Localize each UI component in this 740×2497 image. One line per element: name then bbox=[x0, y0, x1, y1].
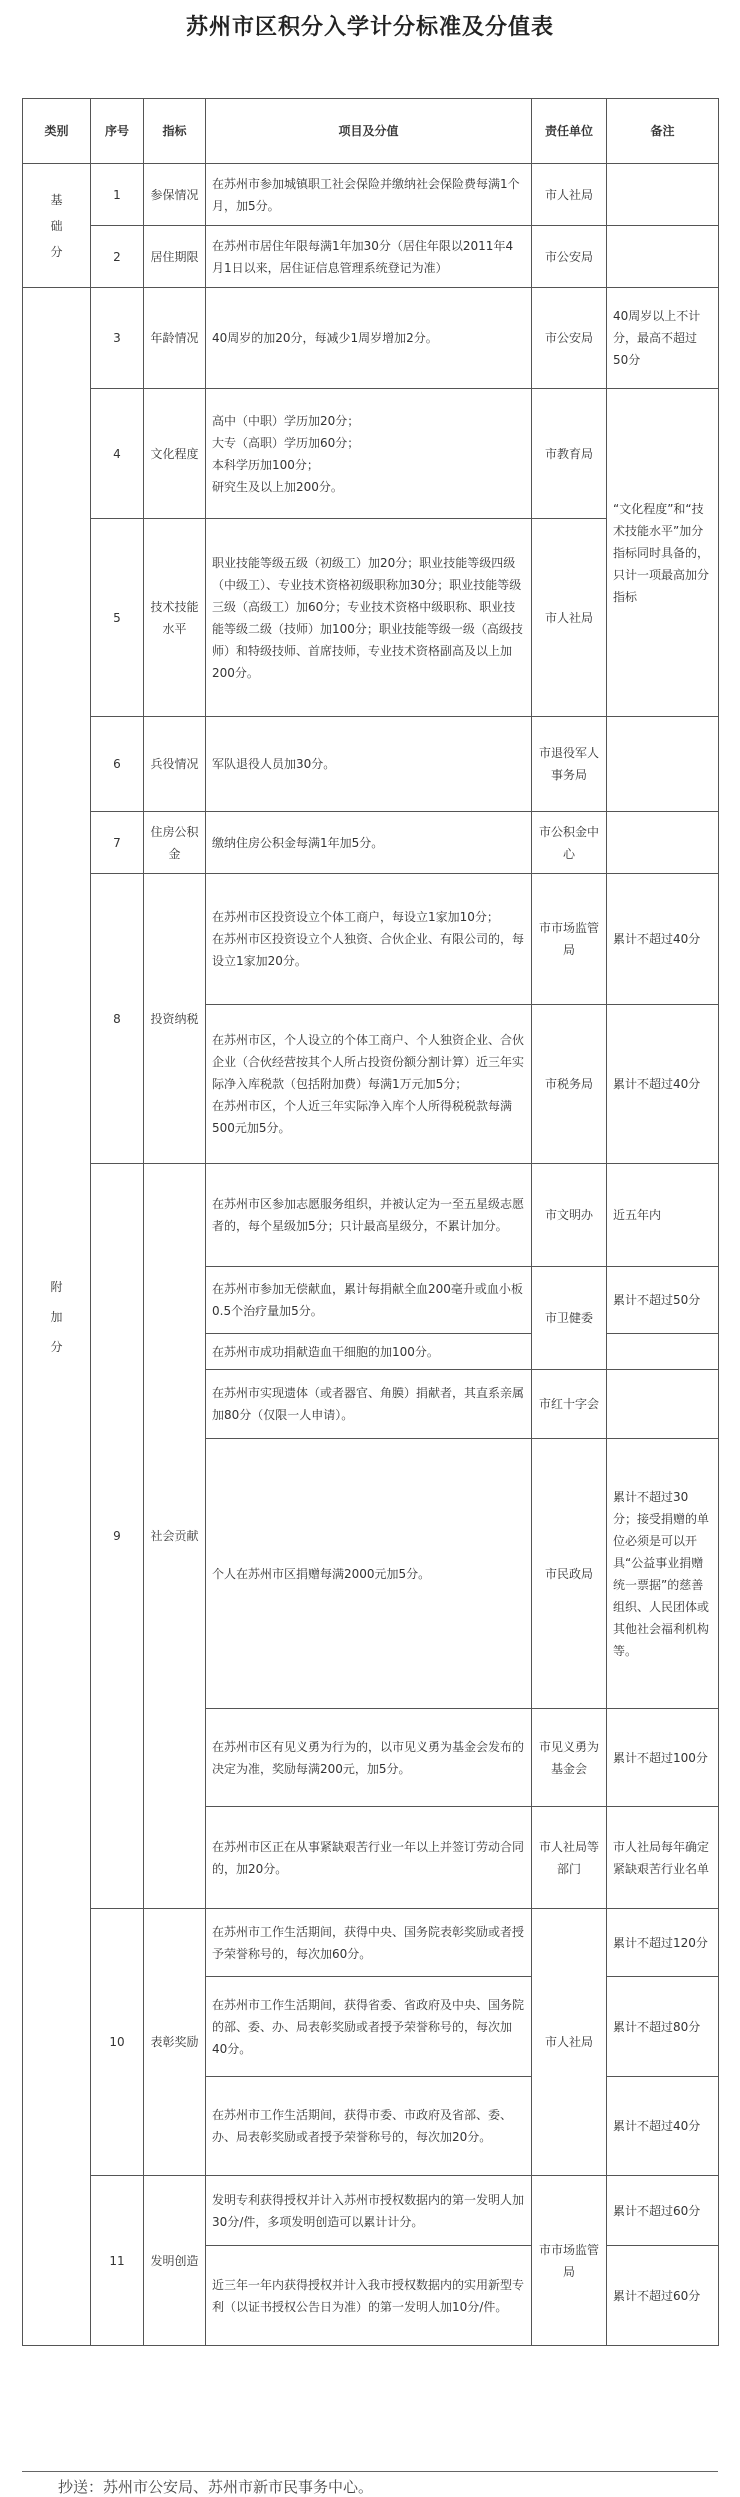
dept-cell: 市卫健委 bbox=[532, 1267, 607, 1370]
category-basic: 基础分 bbox=[23, 164, 91, 288]
table-row bbox=[23, 1909, 719, 1977]
indicator-cell: 投资纳税 bbox=[144, 874, 206, 1164]
items-cell: 职业技能等级五级（初级工）加20分；职业技能等级四级（中级工）、专业技术资格初级职称加30分；职业技能等级三级（高级工）加60分；专业技术资格中级职称、职业技能等级二级（技师）加100分；职业技能等级一级（高级技师）和特级技师、首席技师，专业技术资格副高及以上加200分。 bbox=[206, 519, 532, 717]
footer-divider bbox=[22, 2471, 718, 2472]
header-note: 备注 bbox=[607, 99, 719, 164]
seq-cell: 7 bbox=[91, 812, 144, 874]
item-line: 在苏州市区，个人近三年实际净入库个人所得税税款每满500元加5分。 bbox=[212, 1099, 513, 1135]
dept-cell: 市教育局 bbox=[532, 389, 607, 519]
category-extra: 附加分 bbox=[23, 288, 91, 2346]
indicator-cell: 年龄情况 bbox=[144, 288, 206, 389]
seq-cell: 5 bbox=[91, 519, 144, 717]
items-cell bbox=[206, 389, 532, 519]
note-cell: 累计不超过100分 bbox=[607, 1709, 719, 1807]
dept-cell: 市红十字会 bbox=[532, 1370, 607, 1439]
dept-cell: 市退役军人事务局 bbox=[532, 717, 607, 812]
note-cell: 累计不超过50分 bbox=[607, 1267, 719, 1334]
seq-cell: 9 bbox=[91, 1164, 144, 1909]
table-row bbox=[23, 389, 719, 519]
dept-cell: 市公安局 bbox=[532, 288, 607, 389]
table-row bbox=[23, 164, 719, 226]
note-cell bbox=[607, 164, 719, 226]
items-cell: 在苏州市区有见义勇为行为的，以市见义勇为基金会发布的决定为准，奖励每满200元，加5分。 bbox=[206, 1709, 532, 1807]
dept-cell: 市市场监管局 bbox=[532, 2176, 607, 2346]
cc-footer: 抄送：苏州市公安局、苏州市新市民事务中心。 bbox=[58, 2478, 374, 2496]
indicator-cell: 居住期限 bbox=[144, 226, 206, 288]
seq-cell: 2 bbox=[91, 226, 144, 288]
seq-cell: 3 bbox=[91, 288, 144, 389]
dept-cell: 市文明办 bbox=[532, 1164, 607, 1267]
header-indicator: 指标 bbox=[144, 99, 206, 164]
seq-cell: 11 bbox=[91, 2176, 144, 2346]
seq-cell: 1 bbox=[91, 164, 144, 226]
dept-cell: 市税务局 bbox=[532, 1005, 607, 1164]
seq-cell: 6 bbox=[91, 717, 144, 812]
header-items: 项目及分值 bbox=[206, 99, 532, 164]
items-cell: 近三年一年内获得授权并计入我市授权数据内的实用新型专利（以证书授权公告日为准）的第一发明人加10分/件。 bbox=[206, 2246, 532, 2346]
note-cell: 40周岁以上不计分，最高不超过50分 bbox=[607, 288, 719, 389]
indicator-cell: 技术技能水平 bbox=[144, 519, 206, 717]
note-cell: “文化程度”和“技术技能水平”加分指标同时具备的，只计一项最高加分指标 bbox=[607, 389, 719, 717]
items-cell bbox=[206, 1005, 532, 1164]
indicator-cell: 发明创造 bbox=[144, 2176, 206, 2346]
note-cell: 累计不超过60分 bbox=[607, 2176, 719, 2246]
indicator-cell: 兵役情况 bbox=[144, 717, 206, 812]
items-cell: 在苏州市工作生活期间，获得中央、国务院表彰奖励或者授予荣誉称号的，每次加60分。 bbox=[206, 1909, 532, 1977]
item-line: 在苏州市区，个人设立的个体工商户、个人独资企业、合伙企业（合伙经营按其个人所占投资份额分割计算）近三年实际净入库税款（包括附加费）每满1万元加5分； bbox=[212, 1033, 525, 1091]
indicator-cell: 表彰奖励 bbox=[144, 1909, 206, 2176]
table-row bbox=[23, 288, 719, 389]
indicator-cell: 社会贡献 bbox=[144, 1164, 206, 1909]
items-cell: 在苏州市居住年限每满1年加30分（居住年限以2011年4月1日以来，居住证信息管理系统登记为准） bbox=[206, 226, 532, 288]
item-line: 在苏州市区投资设立个体工商户，每设立1家加10分； bbox=[212, 910, 499, 924]
dept-cell: 市人社局 bbox=[532, 164, 607, 226]
items-cell: 在苏州市参加城镇职工社会保险并缴纳社会保险费每满1个月，加5分。 bbox=[206, 164, 532, 226]
note-cell bbox=[607, 226, 719, 288]
dept-cell: 市公安局 bbox=[532, 226, 607, 288]
items-cell: 发明专利获得授权并计入苏州市授权数据内的第一发明人加30分/件，多项发明创造可以累计计分。 bbox=[206, 2176, 532, 2246]
scoring-table bbox=[22, 98, 719, 2346]
table-row bbox=[23, 812, 719, 874]
note-cell: 累计不超过40分 bbox=[607, 1005, 719, 1164]
item-line: 本科学历加100分； bbox=[212, 457, 319, 472]
header-category: 类别 bbox=[23, 99, 91, 164]
document-title: 苏州市区积分入学计分标准及分值表 bbox=[185, 15, 554, 40]
dept-cell: 市人社局 bbox=[532, 519, 607, 717]
item-line: 研究生及以上加200分。 bbox=[212, 479, 343, 494]
note-cell: 累计不超过120分 bbox=[607, 1909, 719, 1977]
note-cell: 累计不超过30分；接受捐赠的单位必须是可以开具“公益事业捐赠统一票据”的慈善组织、人民团体或其他社会福利机构等。 bbox=[607, 1439, 719, 1709]
indicator-cell: 住房公积金 bbox=[144, 812, 206, 874]
items-cell: 在苏州市实现遗体（或者器官、角膜）捐献者，其直系亲属加80分（仅限一人申请）。 bbox=[206, 1370, 532, 1439]
items-cell: 军队退役人员加30分。 bbox=[206, 717, 532, 812]
note-cell: 累计不超过80分 bbox=[607, 1977, 719, 2077]
header-seq: 序号 bbox=[91, 99, 144, 164]
seq-cell: 8 bbox=[91, 874, 144, 1164]
dept-cell: 市人社局 bbox=[532, 1909, 607, 2176]
dept-cell: 市公积金中心 bbox=[532, 812, 607, 874]
indicator-cell: 文化程度 bbox=[144, 389, 206, 519]
items-cell: 在苏州市区参加志愿服务组织，并被认定为一至五星级志愿者的，每个星级加5分；只计最高星级分，不累计加分。 bbox=[206, 1164, 532, 1267]
note-cell bbox=[607, 812, 719, 874]
items-cell: 在苏州市工作生活期间，获得省委、省政府及中央、国务院的部、委、办、局表彰奖励或者授予荣誉称号的，每次加40分。 bbox=[206, 1977, 532, 2077]
items-cell: 在苏州市区正在从事紧缺艰苦行业一年以上并签订劳动合同的，加20分。 bbox=[206, 1807, 532, 1909]
table-row bbox=[23, 717, 719, 812]
items-cell: 个人在苏州市区捐赠每满2000元加5分。 bbox=[206, 1439, 532, 1709]
item-line: 在苏州市区投资设立个人独资、合伙企业、有限公司的，每设立1家加20分。 bbox=[212, 932, 525, 968]
items-cell bbox=[206, 874, 532, 1005]
note-cell bbox=[607, 1334, 719, 1370]
note-cell: 近五年内 bbox=[607, 1164, 719, 1267]
seq-cell: 4 bbox=[91, 389, 144, 519]
items-cell: 在苏州市参加无偿献血，累计每捐献全血200毫升或血小板0.5个治疗量加5分。 bbox=[206, 1267, 532, 1334]
dept-cell: 市人社局等部门 bbox=[532, 1807, 607, 1909]
table-row bbox=[23, 226, 719, 288]
item-line: 高中（中职）学历加20分； bbox=[212, 413, 360, 428]
seq-cell: 10 bbox=[91, 1909, 144, 2176]
note-cell: 累计不超过40分 bbox=[607, 874, 719, 1005]
note-cell: 累计不超过60分 bbox=[607, 2246, 719, 2346]
header-dept: 责任单位 bbox=[532, 99, 607, 164]
items-cell: 在苏州市成功捐献造血干细胞的加100分。 bbox=[206, 1334, 532, 1370]
dept-cell: 市见义勇为基金会 bbox=[532, 1709, 607, 1807]
items-cell: 缴纳住房公积金每满1年加5分。 bbox=[206, 812, 532, 874]
note-cell bbox=[607, 1370, 719, 1439]
indicator-cell: 参保情况 bbox=[144, 164, 206, 226]
table-row bbox=[23, 874, 719, 1005]
items-cell: 40周岁的加20分，每减少1周岁增加2分。 bbox=[206, 288, 532, 389]
item-line: 大专（高职）学历加60分； bbox=[212, 435, 360, 450]
table-row bbox=[23, 1164, 719, 1267]
table-row bbox=[23, 2176, 719, 2246]
note-cell bbox=[607, 717, 719, 812]
note-cell: 累计不超过40分 bbox=[607, 2077, 719, 2176]
table-header-row bbox=[23, 99, 719, 164]
dept-cell: 市市场监管局 bbox=[532, 874, 607, 1005]
note-cell: 市人社局每年确定紧缺艰苦行业名单 bbox=[607, 1807, 719, 1909]
items-cell: 在苏州市工作生活期间，获得市委、市政府及省部、委、办、局表彰奖励或者授予荣誉称号的，每次加20分。 bbox=[206, 2077, 532, 2176]
dept-cell: 市民政局 bbox=[532, 1439, 607, 1709]
